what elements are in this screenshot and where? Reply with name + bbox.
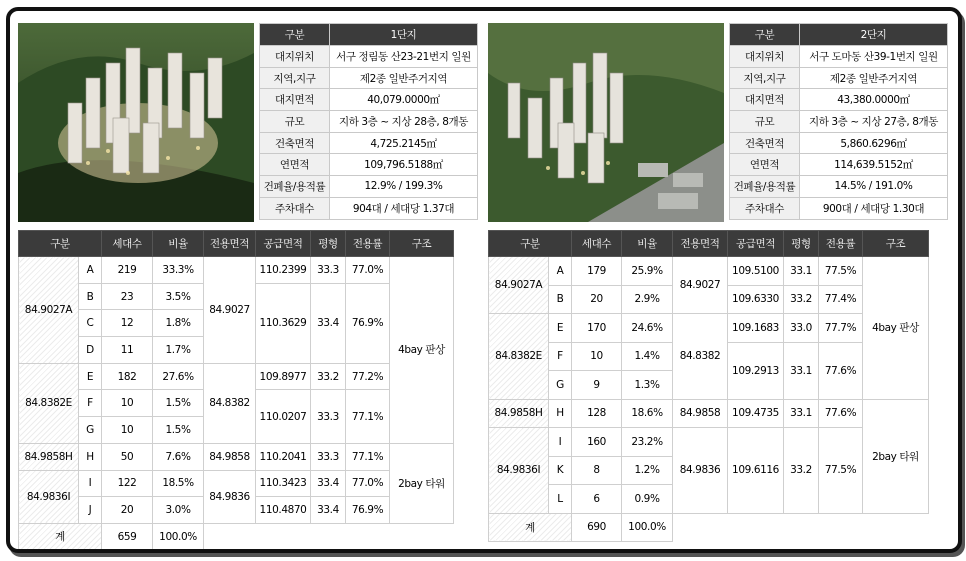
exclusive-area: 84.9027 [673, 257, 728, 314]
col-header-ratio: 비율 [153, 231, 204, 257]
unit-count: 10 [102, 390, 153, 417]
unit-ratio: 1.8% [153, 310, 204, 337]
info-key: 지역,지구 [260, 67, 330, 89]
unit-ratio: 0.9% [622, 485, 673, 514]
supply-area: 110.4870 [256, 497, 311, 524]
supply-area: 110.3423 [256, 470, 311, 497]
pyeong: 33.3 [311, 390, 346, 443]
unit-code: L [549, 485, 572, 514]
info-header-label: 구분 [260, 24, 330, 46]
complex-2-unit-table [488, 230, 929, 542]
total-count: 659 [102, 523, 153, 550]
exclusive-rate: 77.5% [819, 428, 863, 514]
exclusive-rate: 76.9% [346, 283, 390, 363]
exclusive-area: 84.9858 [673, 399, 728, 428]
supply-area: 110.2041 [256, 443, 311, 470]
unit-code: E [549, 314, 572, 343]
col-header-structure: 구조 [390, 231, 454, 257]
info-value: 4,725.2145㎡ [330, 132, 478, 154]
exclusive-area: 84.9836 [673, 428, 728, 514]
supply-area: 110.0207 [256, 390, 311, 443]
structure: 4bay 판상 [863, 257, 929, 400]
info-value: 지하 3층 ~ 지상 28층, 8개동 [330, 111, 478, 133]
info-key: 연면적 [730, 154, 800, 176]
unit-count: 10 [572, 342, 622, 371]
type-label: 84.8382E [19, 363, 79, 443]
unit-ratio: 18.6% [622, 399, 673, 428]
unit-ratio: 7.6% [153, 443, 204, 470]
info-key: 대지위치 [260, 46, 330, 68]
unit-count: 12 [102, 310, 153, 337]
supply-area: 110.3629 [256, 283, 311, 363]
type-label: 84.9027A [19, 257, 79, 364]
supply-area: 109.4735 [728, 399, 784, 428]
unit-ratio: 27.6% [153, 363, 204, 390]
unit-code: K [549, 456, 572, 485]
supply-area: 109.8977 [256, 363, 311, 390]
col-header-ratio: 비율 [622, 231, 673, 257]
info-key: 주차대수 [730, 197, 800, 219]
col-header-supply-area: 공급면적 [728, 231, 784, 257]
structure: 2bay 타워 [863, 399, 929, 513]
exclusive-rate: 77.1% [346, 390, 390, 443]
unit-count: 50 [102, 443, 153, 470]
supply-area: 110.2399 [256, 257, 311, 284]
unit-count: 20 [572, 285, 622, 314]
unit-count: 122 [102, 470, 153, 497]
exclusive-area: 84.9858 [204, 443, 256, 470]
info-value: 12.9% / 199.3% [330, 176, 478, 198]
unit-code: E [79, 363, 102, 390]
pyeong: 33.4 [311, 470, 346, 497]
pyeong: 33.2 [784, 285, 819, 314]
col-header-type: 구분 [19, 231, 102, 257]
info-value: 14.5% / 191.0% [800, 176, 948, 198]
unit-code: A [79, 257, 102, 284]
exclusive-rate: 77.6% [819, 399, 863, 428]
info-header-value: 2단지 [800, 24, 948, 46]
unit-ratio: 1.4% [622, 342, 673, 371]
unit-code: H [549, 399, 572, 428]
info-key: 대지면적 [730, 89, 800, 111]
supply-area: 109.1683 [728, 314, 784, 343]
exclusive-rate: 77.2% [346, 363, 390, 390]
supply-area: 109.5100 [728, 257, 784, 286]
info-key: 지역,지구 [730, 67, 800, 89]
unit-ratio: 3.0% [153, 497, 204, 524]
unit-count: 6 [572, 485, 622, 514]
info-key: 건폐율/용적률 [730, 176, 800, 198]
info-header-label: 구분 [730, 24, 800, 46]
col-header-count: 세대수 [102, 231, 153, 257]
structure: 2bay 타워 [390, 443, 454, 523]
exclusive-area: 84.9836 [204, 470, 256, 523]
exclusive-rate: 77.7% [819, 314, 863, 343]
unit-count: 179 [572, 257, 622, 286]
unit-count: 23 [102, 283, 153, 310]
unit-count: 10 [102, 417, 153, 444]
exclusive-rate: 77.4% [819, 285, 863, 314]
col-header-pyeong: 평형 [784, 231, 819, 257]
unit-count: 8 [572, 456, 622, 485]
info-key: 규모 [260, 111, 330, 133]
total-ratio: 100.0% [153, 523, 204, 550]
complex-1-rendering [18, 23, 254, 222]
unit-code: B [79, 283, 102, 310]
pyeong: 33.1 [784, 342, 819, 399]
complex-2-rendering [488, 23, 724, 222]
complex-1-info-table [259, 23, 478, 220]
unit-ratio: 1.5% [153, 417, 204, 444]
info-value: 904대 / 세대당 1.37대 [330, 197, 478, 219]
unit-code: G [549, 371, 572, 400]
unit-code: F [79, 390, 102, 417]
info-value: 지하 3층 ~ 지상 27층, 8개동 [800, 111, 948, 133]
unit-code: J [79, 497, 102, 524]
supply-area: 109.2913 [728, 342, 784, 399]
total-ratio: 100.0% [622, 513, 673, 542]
pyeong: 33.1 [784, 399, 819, 428]
col-header-exclusive-area: 전용면적 [204, 231, 256, 257]
info-value: 109,796.5188㎡ [330, 154, 478, 176]
col-header-type: 구분 [489, 231, 572, 257]
pyeong: 33.2 [311, 363, 346, 390]
complex-1-unit-table [18, 230, 454, 551]
col-header-count: 세대수 [572, 231, 622, 257]
unit-code: I [549, 428, 572, 457]
unit-code: G [79, 417, 102, 444]
info-value: 제2종 일반주거지역 [800, 67, 948, 89]
unit-code: I [79, 470, 102, 497]
unit-ratio: 1.2% [622, 456, 673, 485]
type-label: 84.9836I [19, 470, 79, 523]
pyeong: 33.0 [784, 314, 819, 343]
unit-ratio: 2.9% [622, 285, 673, 314]
info-value: 40,079.0000㎡ [330, 89, 478, 111]
type-label: 84.9858H [489, 399, 549, 428]
col-header-supply-area: 공급면적 [256, 231, 311, 257]
exclusive-rate: 77.0% [346, 470, 390, 497]
info-value: 서구 정림동 산23-21번지 일원 [330, 46, 478, 68]
pyeong: 33.3 [311, 257, 346, 284]
info-key: 대지위치 [730, 46, 800, 68]
info-key: 건축면적 [260, 132, 330, 154]
unit-code: D [79, 337, 102, 364]
pyeong: 33.3 [311, 443, 346, 470]
unit-code: A [549, 257, 572, 286]
info-value: 900대 / 세대당 1.30대 [800, 197, 948, 219]
info-value: 제2종 일반주거지역 [330, 67, 478, 89]
pyeong: 33.4 [311, 497, 346, 524]
unit-count: 11 [102, 337, 153, 364]
exclusive-rate: 77.6% [819, 342, 863, 399]
unit-ratio: 1.3% [622, 371, 673, 400]
unit-ratio: 23.2% [622, 428, 673, 457]
unit-count: 182 [102, 363, 153, 390]
info-value: 서구 도마동 산39-1번지 일원 [800, 46, 948, 68]
exclusive-rate: 76.9% [346, 497, 390, 524]
exclusive-rate: 77.0% [346, 257, 390, 284]
col-header-structure: 구조 [863, 231, 929, 257]
unit-count: 20 [102, 497, 153, 524]
unit-count: 170 [572, 314, 622, 343]
type-label: 84.9027A [489, 257, 549, 314]
unit-ratio: 33.3% [153, 257, 204, 284]
col-header-exclusive-rate: 전용률 [819, 231, 863, 257]
type-label: 84.8382E [489, 314, 549, 400]
info-value: 114,639.5152㎡ [800, 154, 948, 176]
exclusive-rate: 77.5% [819, 257, 863, 286]
info-value: 5,860.6296㎡ [800, 132, 948, 154]
unit-ratio: 3.5% [153, 283, 204, 310]
total-label: 계 [489, 513, 572, 542]
unit-ratio: 18.5% [153, 470, 204, 497]
unit-code: F [549, 342, 572, 371]
exclusive-area: 84.9027 [204, 257, 256, 364]
unit-ratio: 1.5% [153, 390, 204, 417]
unit-count: 9 [572, 371, 622, 400]
type-label: 84.9836I [489, 428, 549, 514]
col-header-pyeong: 평형 [311, 231, 346, 257]
unit-count: 219 [102, 257, 153, 284]
unit-ratio: 25.9% [622, 257, 673, 286]
col-header-exclusive-area: 전용면적 [673, 231, 728, 257]
info-value: 43,380.0000㎡ [800, 89, 948, 111]
info-key: 대지면적 [260, 89, 330, 111]
pyeong: 33.1 [784, 257, 819, 286]
pyeong: 33.4 [311, 283, 346, 363]
info-header-value: 1단지 [330, 24, 478, 46]
structure: 4bay 판상 [390, 257, 454, 444]
exclusive-area: 84.8382 [673, 314, 728, 400]
total-label: 계 [19, 523, 102, 550]
unit-count: 160 [572, 428, 622, 457]
unit-ratio: 24.6% [622, 314, 673, 343]
info-key: 주차대수 [260, 197, 330, 219]
complex-2-info-table [729, 23, 948, 220]
info-key: 건폐율/용적률 [260, 176, 330, 198]
document-frame [6, 7, 962, 553]
unit-ratio: 1.7% [153, 337, 204, 364]
exclusive-rate: 77.1% [346, 443, 390, 470]
unit-code: H [79, 443, 102, 470]
pyeong: 33.2 [784, 428, 819, 514]
info-key: 건축면적 [730, 132, 800, 154]
type-label: 84.9858H [19, 443, 79, 470]
unit-code: B [549, 285, 572, 314]
info-key: 규모 [730, 111, 800, 133]
unit-code: C [79, 310, 102, 337]
col-header-exclusive-rate: 전용률 [346, 231, 390, 257]
unit-count: 128 [572, 399, 622, 428]
info-key: 연면적 [260, 154, 330, 176]
total-count: 690 [572, 513, 622, 542]
supply-area: 109.6116 [728, 428, 784, 514]
exclusive-area: 84.8382 [204, 363, 256, 443]
supply-area: 109.6330 [728, 285, 784, 314]
